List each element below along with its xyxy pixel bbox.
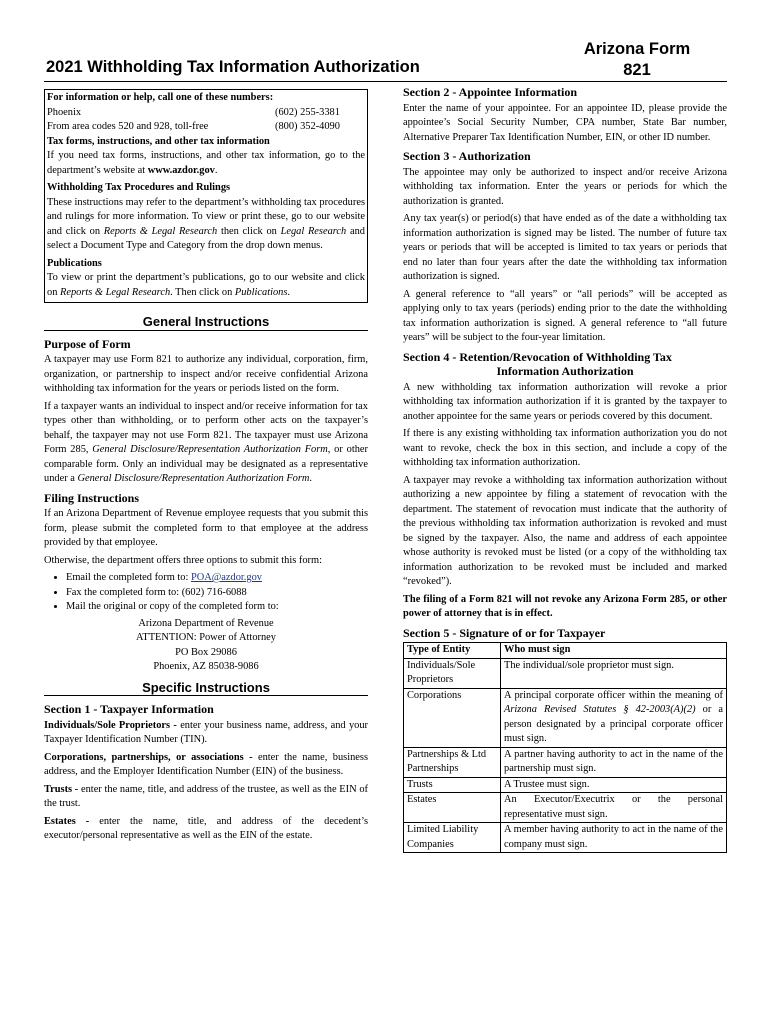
address-line: Arizona Department of Revenue xyxy=(138,617,274,629)
tollfree-number: (800) 352-4090 xyxy=(275,121,340,132)
entity-cell: Limited Liability Companies xyxy=(404,823,501,853)
section2-text: Enter the name of your appointee. For an appointee ID, please provide the appointee’s Social Security Number, CPA number, State Bar number, Alternative Preparer Tax Identification Number, EIN, or other ID number. xyxy=(403,102,727,143)
list-item: • Fax the completed form to: (602) 716-6088 xyxy=(66,586,368,601)
who-cell: A member having authority to act in the name of the company must sign. xyxy=(501,823,727,853)
submit-options-list xyxy=(44,571,368,615)
section4-heading: Section 4 - Retention/Revocation of Withholding Tax xyxy=(403,349,672,364)
phoenix-number: (602) 255-3381 xyxy=(275,106,340,118)
legal-research-link: Legal Research xyxy=(280,225,347,237)
specific-instructions-heading: Specific Instructions xyxy=(142,679,270,695)
publications-heading: Publications xyxy=(47,257,102,269)
table-row xyxy=(404,688,727,747)
filing-p2: Otherwise, the department offers three options to submit this form: xyxy=(44,554,322,566)
page-title: 2021 Withholding Tax Information Authorization xyxy=(46,58,420,76)
forms-heading: Tax forms, instructions, and other tax information xyxy=(47,135,270,147)
table-row xyxy=(404,793,727,823)
section4-heading-line2: Information Authorization xyxy=(496,364,634,378)
section3-p3: A general reference to “all years” or “all periods” will be accepted as applying only to tax years (periods) ending prior to the date the withholding tax information authorization is signed. A general reference to “all future years” will be subject to the four-year limitation. xyxy=(403,288,727,343)
entity-cell: Corporations xyxy=(404,688,501,747)
entity-cell: Estates xyxy=(404,793,501,823)
address-line: Phoenix, AZ 85038-9086 xyxy=(153,661,259,672)
rulings-text: These instructions may refer to the department’s withholding tax procedures and rulings for more information. To view or print these, go to our website and click on Reports & Legal Research then click on Legal Research and select a Document Type and Category from the drop down menus. xyxy=(47,196,365,251)
estates-text: Estates - enter the name, title, and address of the decedent’s executor/personal representative as well as the EIN of the estate. xyxy=(44,815,368,841)
table-row xyxy=(404,658,727,688)
general-instructions-rule xyxy=(44,330,368,331)
info-heading: For information or help, call one of these numbers: xyxy=(47,92,274,103)
website-link[interactable]: www.azdor.gov xyxy=(147,164,215,176)
general-instructions-heading: General Instructions xyxy=(142,314,270,329)
filing-heading: Filing Instructions xyxy=(44,490,140,505)
who-cell: The individual/sole proprietor must sign. xyxy=(501,658,727,688)
form-number xyxy=(547,39,727,81)
who-cell: A Trustee must sign. xyxy=(501,777,727,793)
mailing-address xyxy=(44,617,368,675)
table-header-row xyxy=(404,643,727,659)
address-line: PO Box 29086 xyxy=(175,646,237,658)
entity-cell: Trusts xyxy=(404,777,501,793)
list-item: • Email the completed form to: POA@azdor.gov xyxy=(66,571,368,586)
phoenix-phone-row xyxy=(47,106,365,121)
rulings-heading: Withholding Tax Procedures and Rulings xyxy=(47,182,231,193)
signature-table xyxy=(403,642,727,853)
left-column xyxy=(44,89,368,847)
section4-p1: A new withholding tax information authorization will revoke a prior withholding tax information authorization if it is granted by the taxpayer to another appointee for the same years or periods covered by this document. xyxy=(403,381,727,422)
email-link[interactable]: POA@azdor.gov xyxy=(190,572,262,583)
table-row xyxy=(404,823,727,853)
table-row xyxy=(404,777,727,793)
section5-heading: Section 5 - Signature of or for Taxpayer xyxy=(403,625,606,640)
purpose-p1: A taxpayer may use Form 821 to authorize any individual, corporation, firm, organization, or partnership to inspect and/or receive confidential Arizona withholding tax information for the years or periods listed on the form. xyxy=(44,354,368,394)
section1-heading: Section 1 - Taxpayer Information xyxy=(44,702,214,716)
section2-heading: Section 2 - Appointee Information xyxy=(403,85,577,99)
section4-p3: A taxpayer may revoke a withholding tax information authorization without authorizing a new appointee by filing a statement of revocation with the department. The statement of revocation must indicate that the authority of the previous withholding tax information authorization is revoked and must be signed by the taxpayer. Also, the name and address of each appointee whose authority is revoked must be listed (or a copy of the withholding tax information authorization to be revoked must be included and marked “revoked”). xyxy=(403,474,727,587)
who-cell: A partner having authority to act in the name of the partnership must sign. xyxy=(501,747,727,777)
info-box xyxy=(44,89,368,303)
section3-p1: The appointee may only be authorized to inspect and/or receive Arizona withholding tax information. Enter the years or periods for which the authorization is granted. xyxy=(403,166,727,207)
table-row xyxy=(404,747,727,777)
reports-legal-research-link: Reports & Legal Research xyxy=(103,225,218,237)
purpose-heading: Purpose of Form xyxy=(44,336,131,351)
forms-text: If you need tax forms, instructions, and other tax information, go to the department’s website at www.azdor.gov. xyxy=(47,150,365,176)
section3-p2: Any tax year(s) or period(s) that have ended as of the date a withholding tax information authorization is signed may be listed. The number of future tax years or periods that will be accepted is limited to tax years or periods that end no later than four years after the date the withholding tax information authorization is signed. xyxy=(403,213,727,282)
title-rule xyxy=(44,81,727,82)
phoenix-label: Phoenix xyxy=(47,106,82,118)
right-column xyxy=(403,85,727,853)
publications-text: To view or print the department’s publications, go to our website and click on Reports & Legal Research. Then click on Publications. xyxy=(47,272,365,298)
form-number-line1: Arizona Form xyxy=(583,40,691,58)
address-line: ATTENTION: Power of Attorney xyxy=(136,632,276,643)
form-number-line2: 821 xyxy=(623,61,651,79)
section4-note: The filing of a Form 821 will not revoke any Arizona Form 285, or other power of attorney that is in effect. xyxy=(403,593,727,619)
purpose-p2: If a taxpayer wants an individual to inspect and/or receive information for tax types other than withholding, or to perform other acts on the taxpayer’s behalf, the taxpayer may not use Form 821. The taxpayer must use Arizona Form 285, General Disclosure/Representation Authorization Form, or other comparable form. Only an individual may be designated as a representative under a General Disclosure/Representation Authorization Form. xyxy=(44,400,368,484)
col-header-entity: Type of Entity xyxy=(404,643,501,659)
col-header-who: Who must sign xyxy=(501,643,727,659)
entity-cell: Partnerships & Ltd Partnerships xyxy=(404,747,501,777)
filing-p1: If an Arizona Department of Revenue employee requests that you submit this form, please submit the completed form to that employee at the address provided by that employee. xyxy=(44,508,368,548)
section3-heading: Section 3 - Authorization xyxy=(403,149,531,163)
specific-instructions-rule xyxy=(44,695,368,696)
who-cell: An Executor/Executrix or the personal representative must sign. xyxy=(501,793,727,823)
tollfree-phone-row xyxy=(47,120,365,135)
tollfree-label: From area codes 520 and 928, toll-free xyxy=(47,121,209,132)
entity-cell: Individuals/Sole Proprietors xyxy=(404,658,501,688)
corporations-text: Corporations, partnerships, or associations - enter the name, business address, and the Employer Identification Number (EIN) of the business. xyxy=(44,751,368,777)
trusts-text: Trusts - enter the name, title, and address of the trustee, as well as the EIN of the trust. xyxy=(44,783,368,809)
section4-p2: If there is any existing withholding tax information authorization you do not want to revoke, check the box in this section, and include a copy of the withholding tax information authorization. xyxy=(403,428,727,468)
individuals-text: Individuals/Sole Proprietors - enter your business name, address, and your Taxpayer Identification Number (TIN). xyxy=(44,719,368,745)
list-item: • Mail the original or copy of the completed form to: xyxy=(66,600,368,615)
who-cell: A principal corporate officer within the meaning of Arizona Revised Statutes § 42-2003(A)(2) or a person designated by a principal corporate officer must sign. xyxy=(501,688,727,747)
